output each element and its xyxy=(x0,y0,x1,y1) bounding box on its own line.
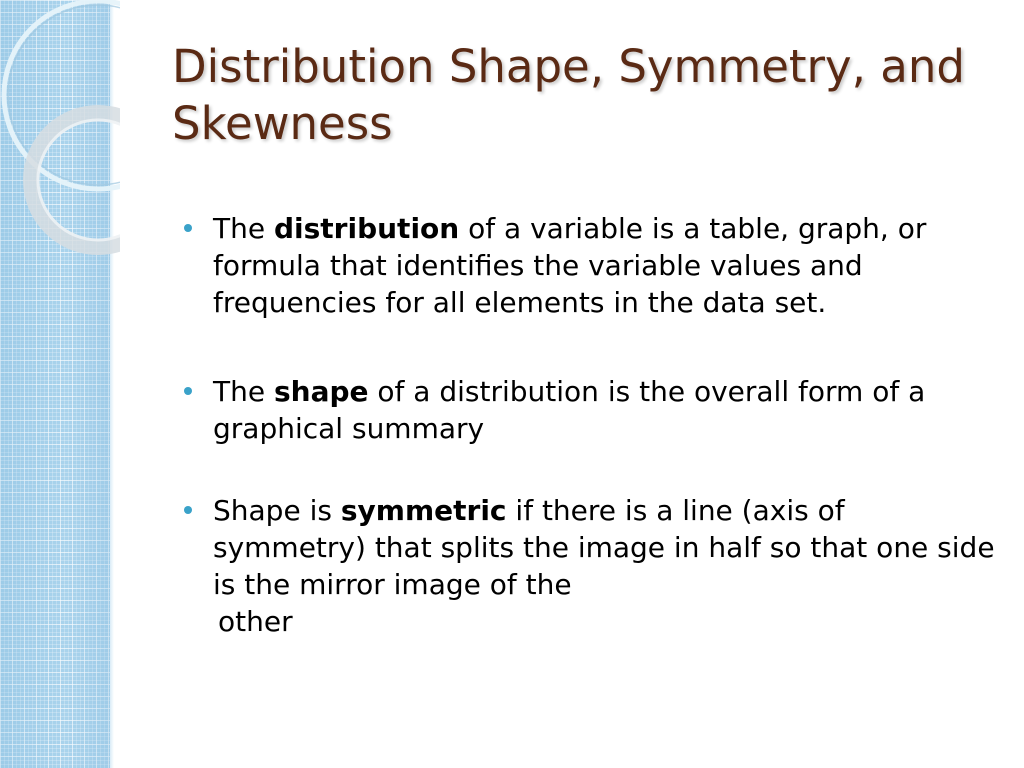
bullet-text-after: of a variable is a table, graph, or formula that identifies the variable values and frequencies for all elements in the data set. xyxy=(213,212,927,319)
bullet-symmetric xyxy=(184,492,996,640)
bullet-text-last-line: other xyxy=(218,605,293,638)
bullet-text-before: The xyxy=(213,212,274,245)
bullet-text-after: if there is a line (axis of symmetry) that splits the image in half so that one side is the mirror image of the xyxy=(213,494,995,601)
bullet-shape xyxy=(184,373,996,447)
decorative-rings xyxy=(0,0,120,260)
bullet-text-after: of a distribution is the overall form of a graphical summary xyxy=(213,375,926,445)
bullet-text-before: The xyxy=(213,375,274,408)
slide-title: Distribution Shape, Symmetry, and Skewness xyxy=(172,40,965,150)
bullet-text-before: Shape is xyxy=(213,494,341,527)
bullet-dot-icon xyxy=(184,506,192,514)
bullet-term: distribution xyxy=(273,212,460,245)
bullet-dot-icon xyxy=(184,387,192,395)
bullet-dot-icon xyxy=(184,224,192,232)
bullet-list xyxy=(184,210,996,640)
bullet-term: shape xyxy=(273,375,369,408)
bullet-term: symmetric xyxy=(340,494,507,527)
bullet-distribution xyxy=(184,210,996,321)
